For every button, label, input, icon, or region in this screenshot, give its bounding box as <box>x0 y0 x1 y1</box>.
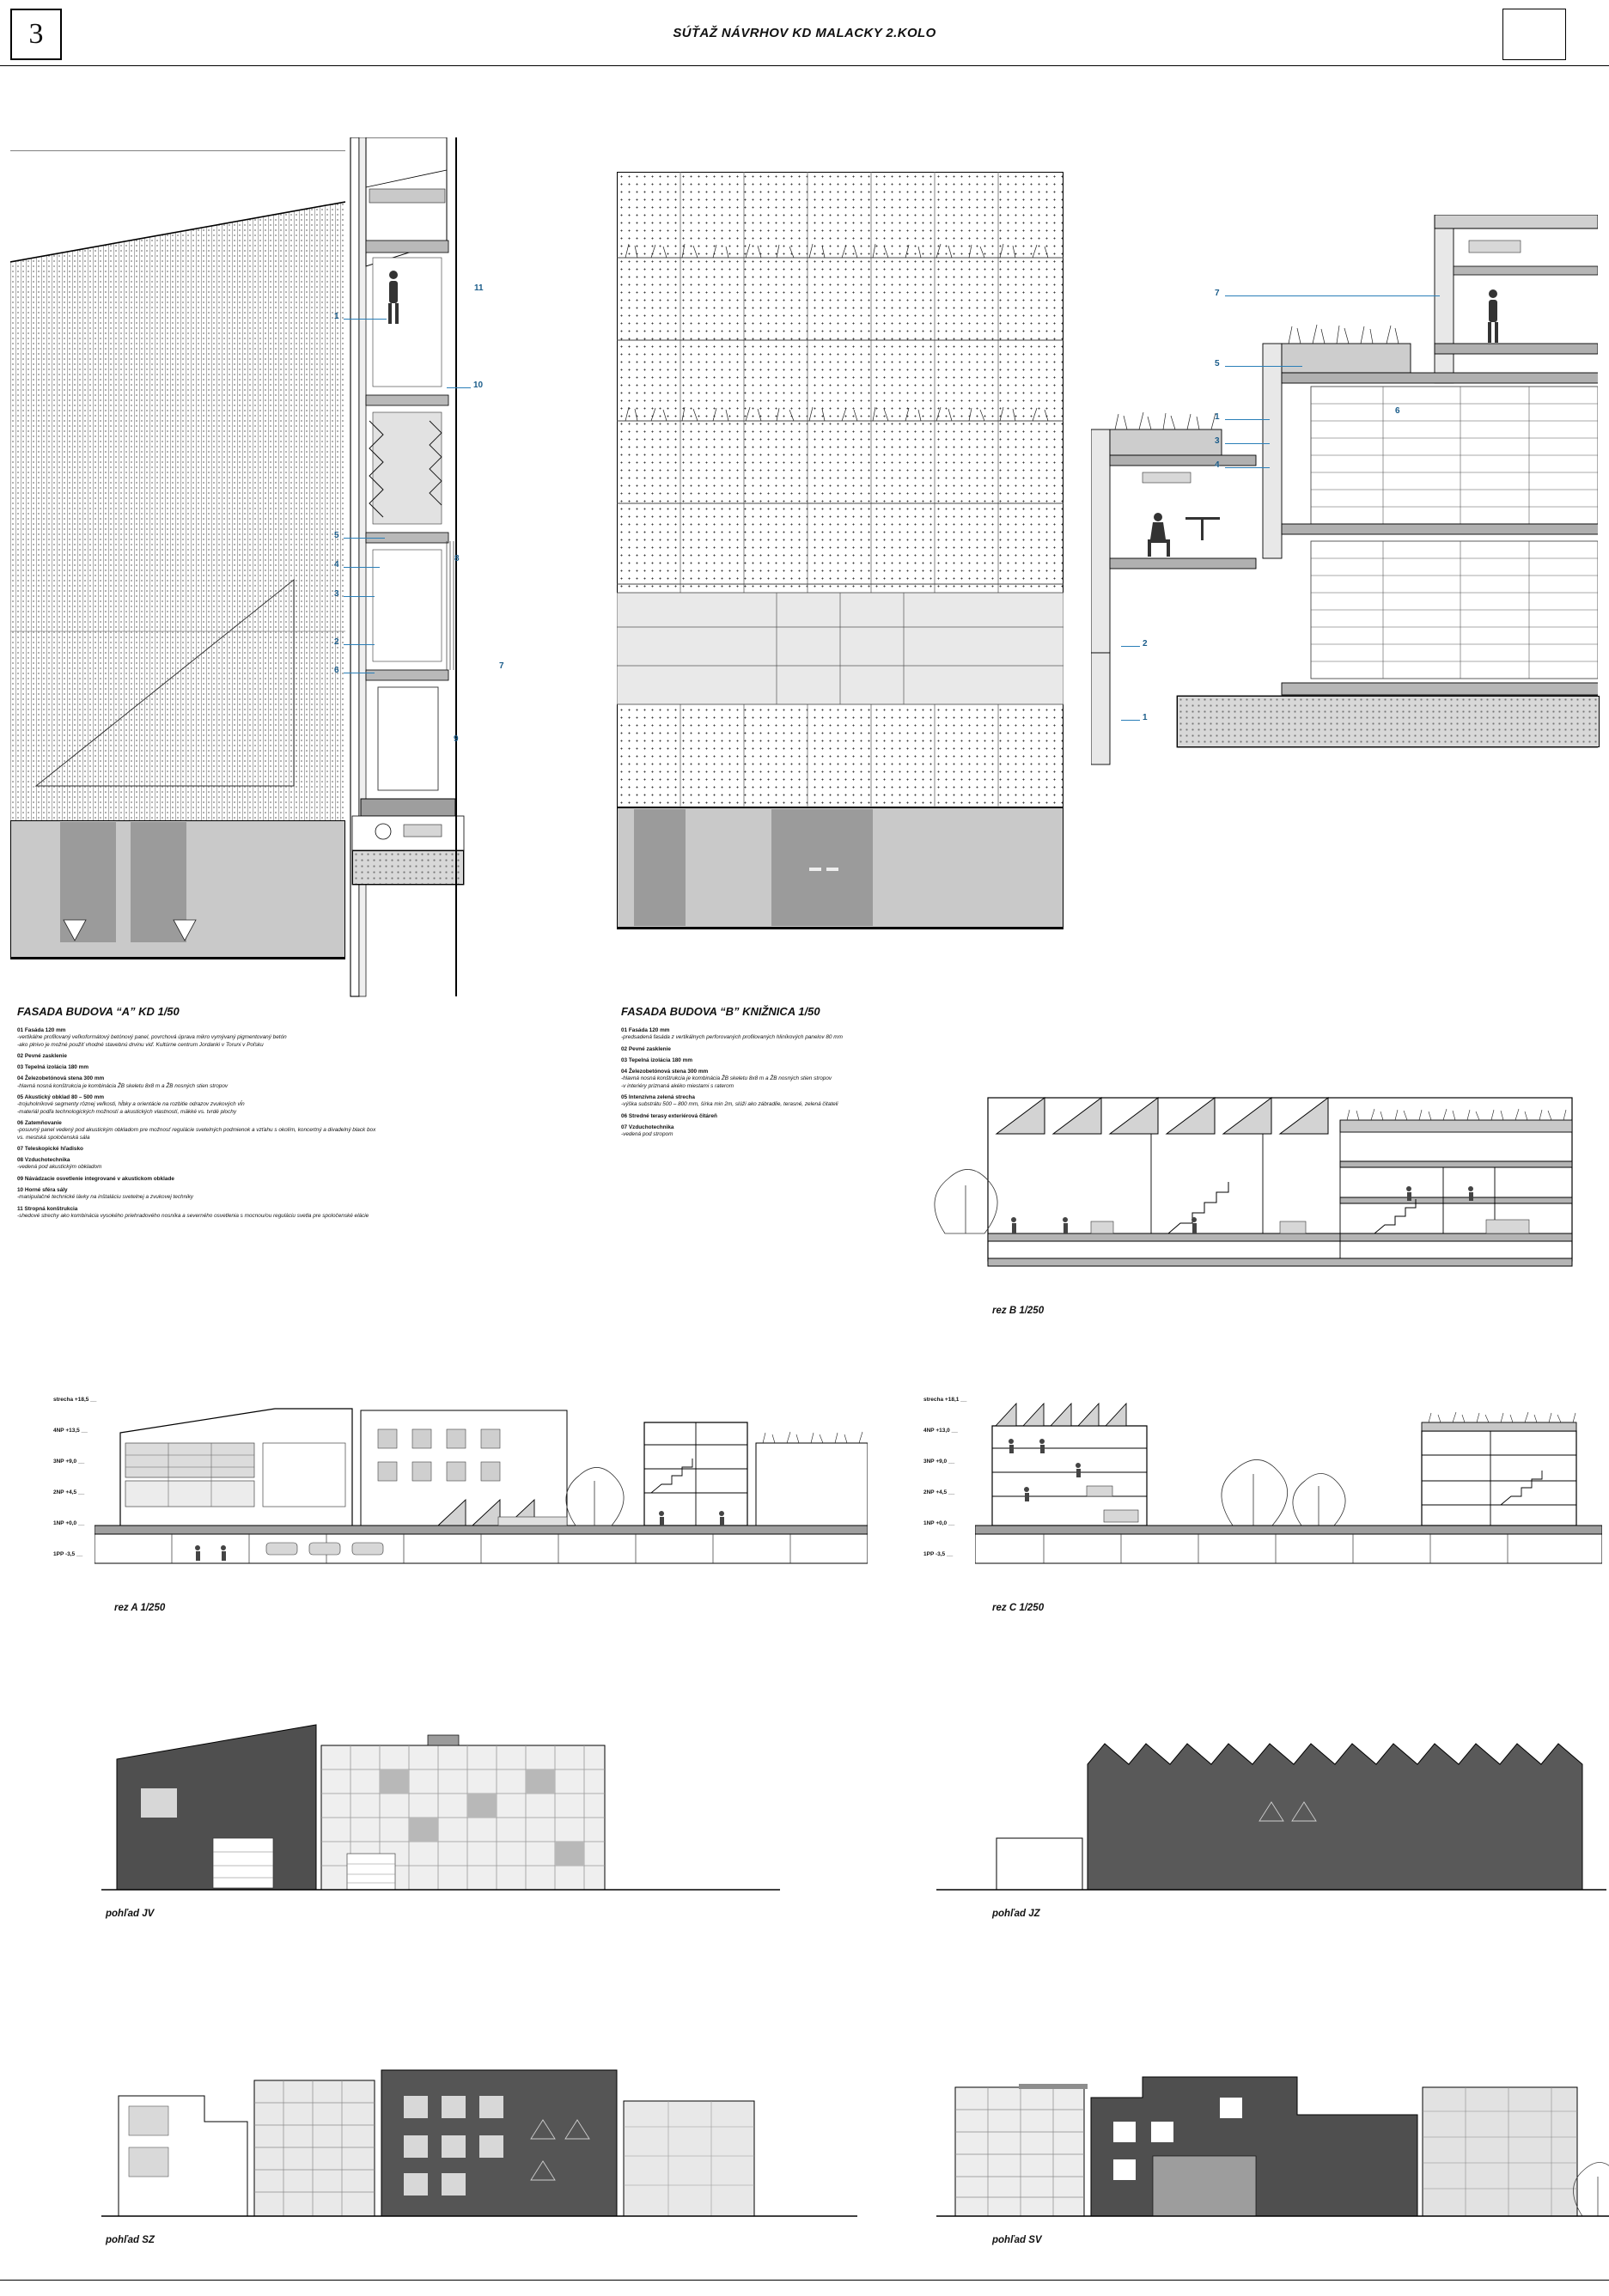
legend-item-title: 06 Stredné terasy exteriérová čitáreň <box>621 1112 717 1119</box>
legend-item-line: -hlavná nosná konštrukcia je kombinácia ŽB skeletu 8x8 m a ŽB nosných stien stropov <box>621 1075 832 1082</box>
callout-facade-a-6: 6 <box>334 666 339 675</box>
legend-item-line: -materiál podľa technologických možností a akustických vlastností, mäkké vs. tvrdé plochy <box>17 1108 237 1115</box>
legend-item-title: 01 Fasáda 120 mm <box>621 1027 670 1033</box>
legend-item <box>621 1124 905 1139</box>
legend-item <box>621 1046 905 1053</box>
facade-b-elevation <box>617 172 1064 979</box>
level-label: 1PP -3,5 __ <box>53 1551 83 1557</box>
callout-facade-a-9: 9 <box>454 734 459 744</box>
caption-view-sz: pohľad SZ <box>106 2235 155 2245</box>
callout-facade-b-6: 6 <box>1395 406 1400 416</box>
level-label: 1NP +0,0 __ <box>53 1520 85 1526</box>
section-rez-a <box>94 1392 868 1580</box>
caption-facade-a: FASADA BUDOVA “A” KD 1/50 <box>17 1005 180 1018</box>
callout-facade-a-4: 4 <box>334 560 339 569</box>
legend-item-line: -vertikálne profilovaný veľkoformátový betónový panel, povrchová úprava mikro vymývaný pigmentovaný betón <box>17 1034 287 1041</box>
legend-item-line: -shedové strechy ako kombinácia vysokého priehradového nosníka a severného osvetlenia s mocnou/ou reguláciu svetla pre spoločenské elácie <box>17 1212 369 1219</box>
callout-facade-a-5: 5 <box>334 531 339 540</box>
legend-item-title: 02 Pevné zasklenie <box>17 1052 67 1059</box>
legend-item <box>17 1176 378 1183</box>
legend-item <box>621 1057 905 1064</box>
legend-item <box>621 1069 905 1090</box>
elevation-jv <box>101 1709 780 1907</box>
callout-facade-a-3: 3 <box>334 589 339 599</box>
legend-item <box>621 1094 905 1109</box>
legend-item-title: 01 Fasáda 120 mm <box>17 1027 66 1033</box>
legend-item <box>17 1094 378 1116</box>
legend-item-line: -vedená pod stropom <box>621 1131 673 1138</box>
caption-rez-a: rez A 1/250 <box>114 1603 166 1613</box>
legend-a-list <box>17 1027 378 1220</box>
level-label: strecha +18,1 __ <box>923 1397 967 1403</box>
level-label: 4NP +13,0 __ <box>923 1428 958 1434</box>
callout-facade-b-5: 5 <box>1215 359 1220 368</box>
header-stamp-box <box>1502 9 1566 60</box>
legend-item-title: 06 Zatemňovanie <box>17 1119 62 1126</box>
callout-facade-b-4: 4 <box>1215 460 1220 470</box>
level-label: 2NP +4,5 __ <box>53 1489 85 1495</box>
callout-facade-a-11: 11 <box>474 283 484 293</box>
header-divider <box>0 65 1609 66</box>
legend-item <box>17 1187 378 1202</box>
caption-rez-b: rez B 1/250 <box>992 1306 1045 1316</box>
elevation-sz <box>101 2036 857 2233</box>
elevation-sv <box>936 2036 1609 2233</box>
legend-item-title: 05 Akustický obklad 80 – 500 mm <box>17 1094 105 1101</box>
callout-facade-a-1: 1 <box>334 312 339 321</box>
legend-b-list <box>621 1027 905 1139</box>
legend-item-line: -ako plnivo je možné použiť vhodné stavebnú drvinu viď. Kultúrne centrum Jordanki v Toruni v Poľsku <box>17 1041 264 1048</box>
caption-rez-c: rez C 1/250 <box>992 1603 1045 1613</box>
callout-facade-a-8: 8 <box>454 554 460 563</box>
legend-item <box>17 1053 378 1060</box>
legend-item <box>17 1075 378 1090</box>
callout-facade-b-3: 3 <box>1215 436 1220 446</box>
callout-facade-b-2: 2 <box>1143 639 1148 649</box>
section-rez-b <box>893 1082 1581 1288</box>
legend-item-line: -predsadená fasáda z vertikálnych perforovaných profilovaných hliníkových panelov 80 mm <box>621 1034 843 1041</box>
page-title: SÚŤAŽ NÁVRHOV KD MALACKY 2.KOLO <box>673 26 936 40</box>
caption-view-sv: pohľad SV <box>992 2235 1042 2245</box>
level-label: 4NP +13,5 __ <box>53 1428 88 1434</box>
legend-item-title: 04 Železobetónová stena 300 mm <box>621 1069 709 1075</box>
legend-item <box>17 1146 378 1153</box>
legend-item-line: -manipulačné technické lávky na inštaláciu svetelnej a zvukovej techniky <box>17 1194 193 1201</box>
facade-a-elevation <box>10 150 345 1009</box>
section-rez-c <box>975 1392 1602 1580</box>
callout-facade-a-7: 7 <box>499 661 504 671</box>
level-label: 2NP +4,5 __ <box>923 1489 955 1495</box>
legend-item-title: 02 Pevné zasklenie <box>621 1045 671 1052</box>
facade-b-detail-sections <box>1091 215 1598 988</box>
legend-item-title: 04 Železobetónová stena 300 mm <box>17 1075 105 1082</box>
legend-item-title: 07 Teleskopické hľadisko <box>17 1145 83 1152</box>
legend-item-title: 03 Tepelná izolácia 180 mm <box>621 1057 692 1063</box>
caption-view-jv: pohľad JV <box>106 1909 155 1919</box>
callout-facade-a-2: 2 <box>334 637 339 647</box>
callout-facade-b-1: 1 <box>1215 412 1220 422</box>
legend-item-line: -vedená pod akustickým obkladom <box>17 1164 102 1171</box>
sheet-number: 3 <box>10 9 62 60</box>
legend-item <box>621 1113 905 1120</box>
legend-item-title: 03 Tepelná izolácia 180 mm <box>17 1064 88 1071</box>
legend-item <box>17 1206 378 1221</box>
legend-item-title: 07 Vzduchotechnika <box>621 1124 674 1130</box>
legend-item-title: 05 Intenzívna zelená strecha <box>621 1094 695 1101</box>
legend-facade-b <box>621 1027 905 1143</box>
legend-item <box>17 1064 378 1071</box>
legend-item-line: -výška substrátu 500 – 800 mm, šírka min 2m, slúži ako zábradlie, terasné, zelená čitateli <box>621 1101 838 1108</box>
legend-item-title: 10 Horné sféra sály <box>17 1187 68 1194</box>
legend-item-line: -trojuholníkové segmenty rôznej veľkosti, hĺbky a orientácie na rozbitie odrazov zvukových vĺn <box>17 1101 245 1108</box>
legend-item <box>621 1027 905 1042</box>
legend-item <box>17 1027 378 1049</box>
legend-item <box>17 1157 378 1172</box>
legend-item-title: 11 Stropná konštrukcia <box>17 1205 78 1212</box>
legend-item-title: 08 Vzduchotechnika <box>17 1157 70 1164</box>
legend-item-line: -posuvný panel vedený pod akustickým obkladom pre možnosť regulácie svetelných podmienok a vzťahu s okolím, koncertný a divadelný black box vs. mestská spoločenská sála <box>17 1127 376 1141</box>
legend-item-line: -hlavná nosná konštrukcia je kombinácia ŽB skeletu 8x8 m a ŽB nosných stien stropov <box>17 1082 229 1089</box>
caption-facade-b: FASADA BUDOVA “B” KNIŽNICA 1/50 <box>621 1005 820 1018</box>
caption-view-jz: pohľad JZ <box>992 1909 1040 1919</box>
facade-a-detail-section <box>344 137 533 1014</box>
level-label: 3NP +9,0 __ <box>923 1459 955 1465</box>
legend-item <box>17 1120 378 1142</box>
legend-item-line: -v interiéry priznaná akéko miestami s raterom <box>621 1082 734 1089</box>
callout-facade-b-1b: 1 <box>1143 713 1148 722</box>
elevation-jz <box>936 1709 1606 1907</box>
callout-facade-a-10: 10 <box>473 381 484 390</box>
legend-item-title: 09 Návádzacie osvetlenie integrované v akustickom obklade <box>17 1175 174 1182</box>
callout-facade-b-7: 7 <box>1215 289 1220 298</box>
level-label: 3NP +9,0 __ <box>53 1459 85 1465</box>
footer-divider <box>0 2280 1609 2281</box>
level-label: 1NP +0,0 __ <box>923 1520 955 1526</box>
level-label: 1PP -3,5 __ <box>923 1551 954 1557</box>
legend-facade-a <box>17 1027 378 1224</box>
level-label: strecha +18,5 __ <box>53 1397 97 1403</box>
